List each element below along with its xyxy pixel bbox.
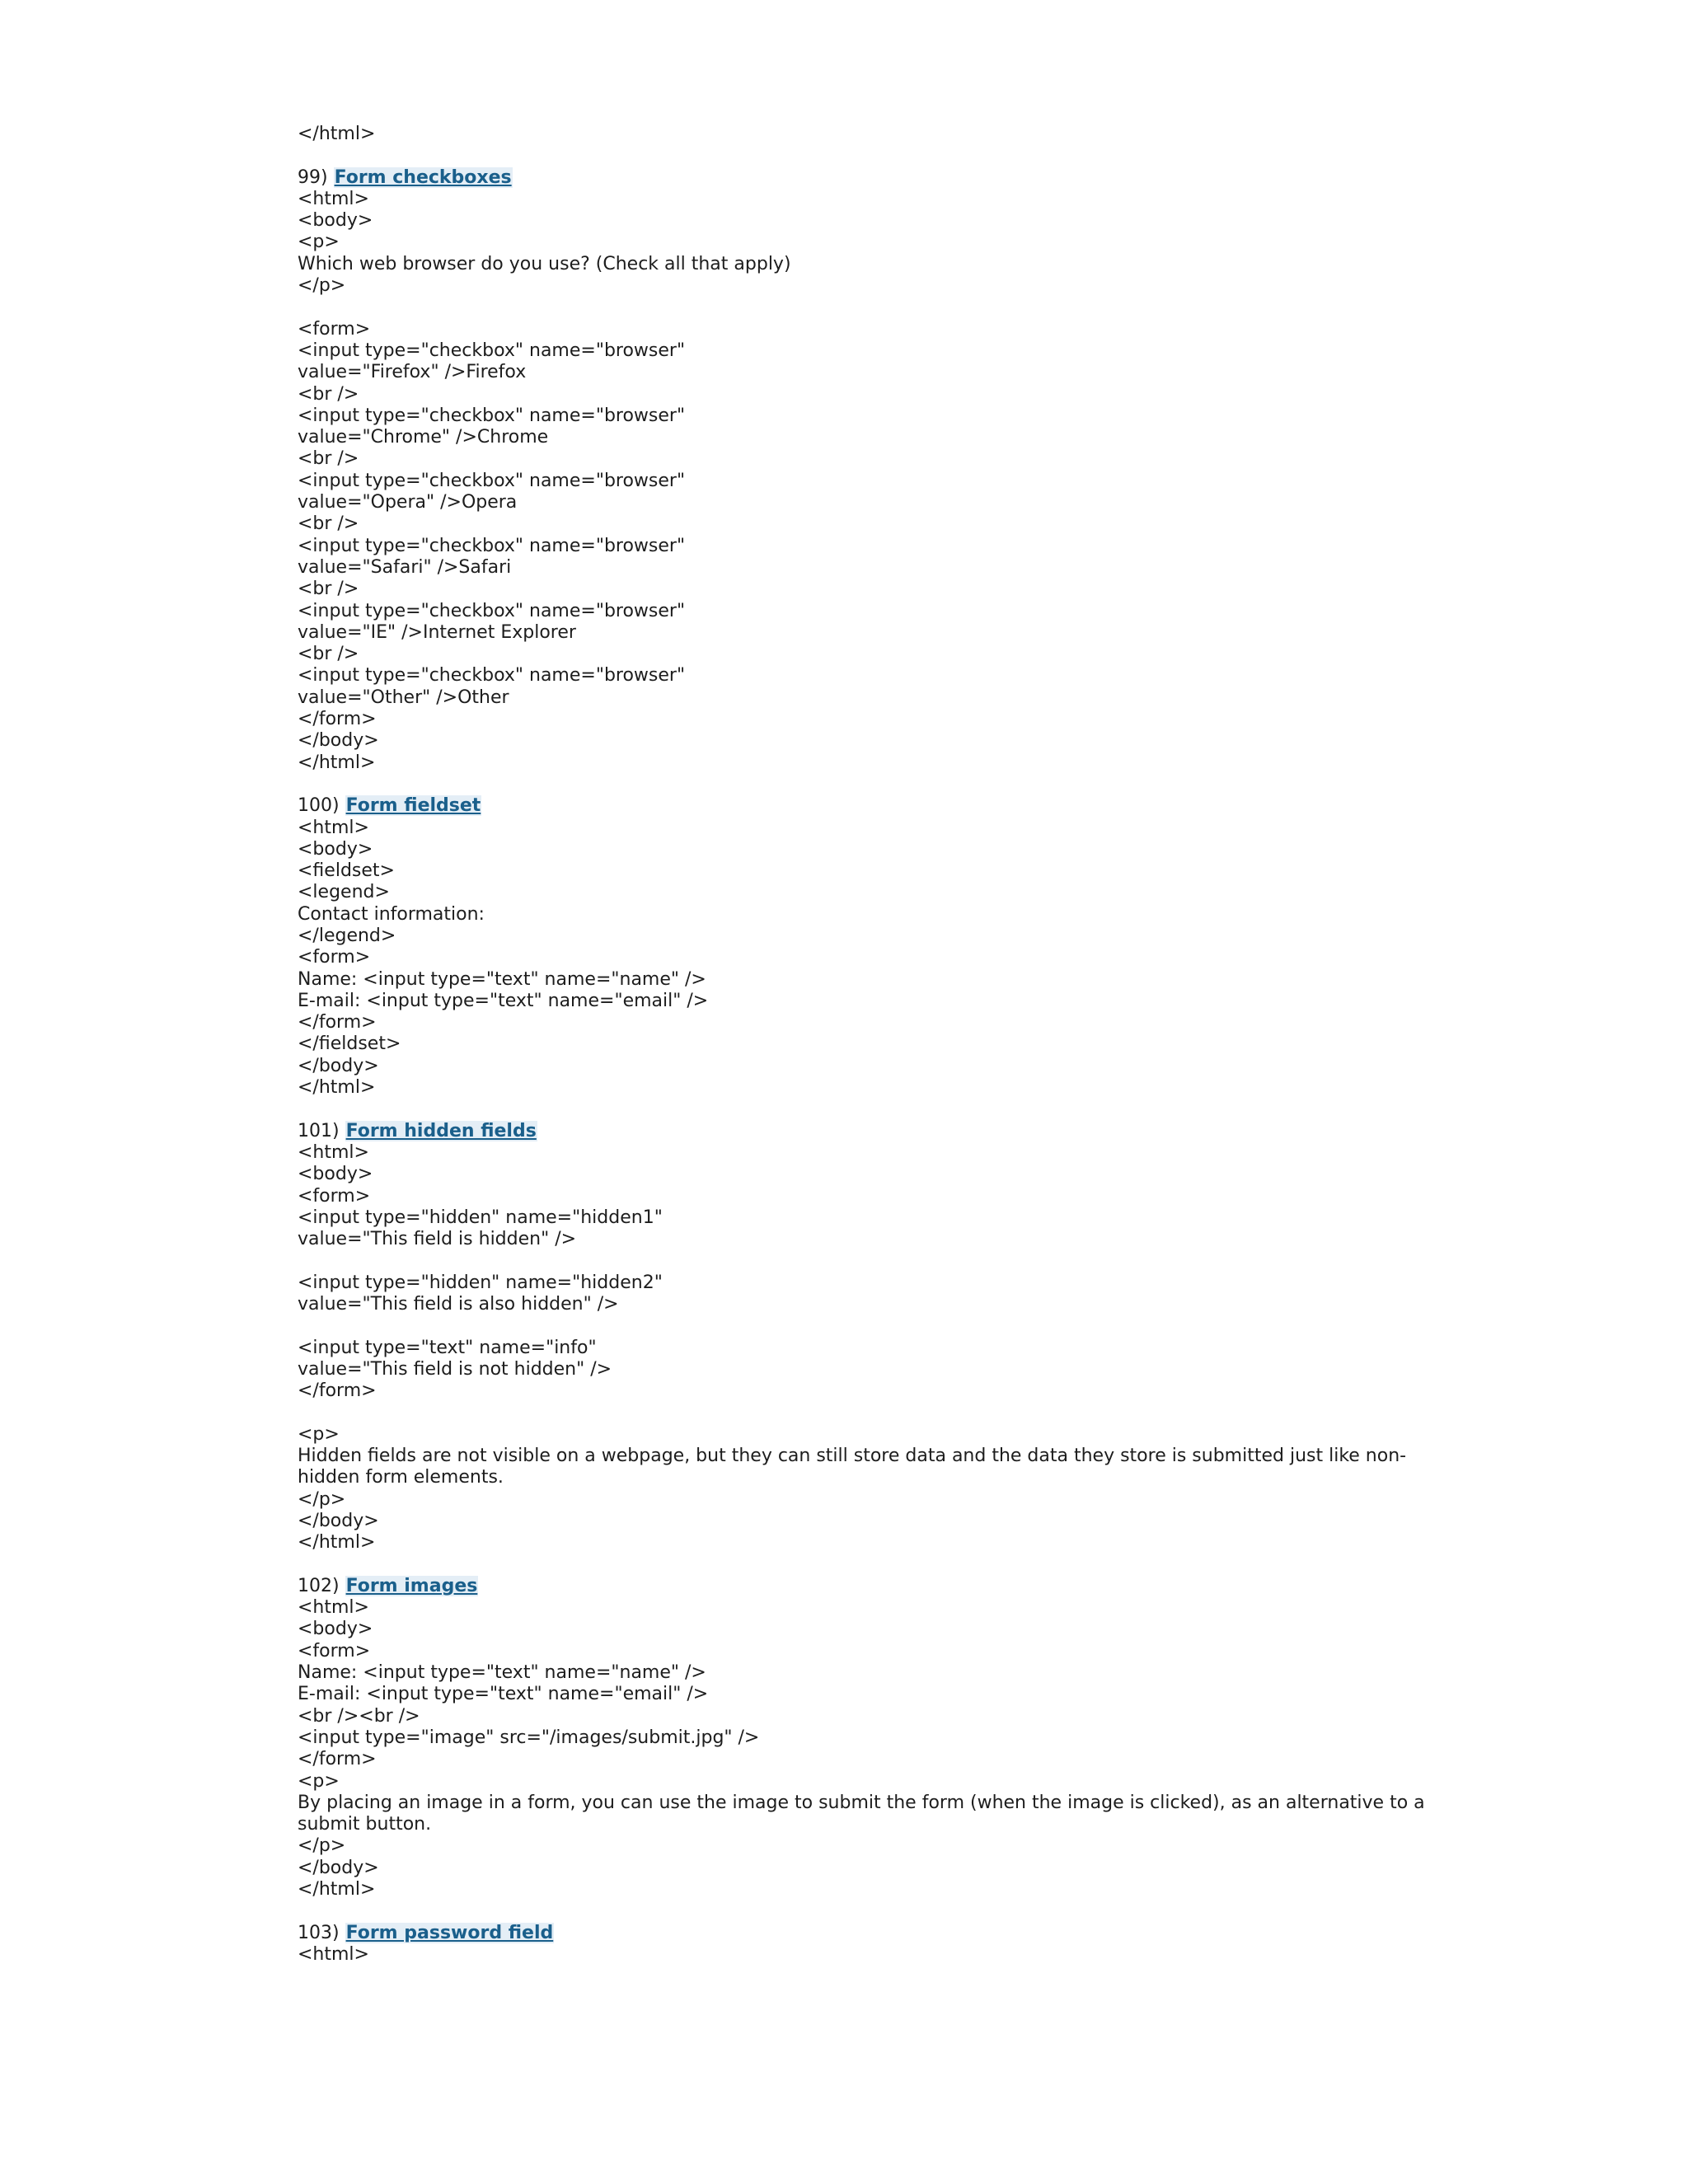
code-line: </form> [298, 1380, 377, 1402]
code-line: <input type="text" name="info" [298, 1337, 597, 1358]
document-body [298, 124, 1427, 1966]
section-number: 100) [298, 795, 340, 817]
code-line: </html> [298, 1879, 376, 1900]
code-line: <p> [298, 1770, 340, 1792]
code-line: <br /> [298, 579, 359, 600]
code-line: </html> [298, 1532, 376, 1554]
code-line: value="Safari" />Safari [298, 556, 512, 578]
code-line: <br /> [298, 513, 359, 535]
code-line [298, 1315, 1427, 1337]
example-section [298, 1121, 1427, 1554]
code-line: value="Opera" />Opera [298, 492, 518, 513]
section-heading [298, 795, 1427, 817]
code-line: <html> [298, 188, 369, 209]
code-line: <form> [298, 947, 371, 968]
example-section [298, 167, 1427, 774]
code-line: </legend> [298, 925, 396, 946]
code-line: <br /><br /> [298, 1705, 420, 1727]
code-line: <input type="image" src="/images/submit.jpg" /> [298, 1727, 760, 1748]
code-line: <html> [298, 1141, 369, 1163]
code-line: value="This field is hidden" /> [298, 1229, 577, 1250]
code-line: <input type="checkbox" name="browser" [298, 535, 686, 556]
code-line: <legend> [298, 882, 390, 903]
code-line: <form> [298, 1640, 371, 1661]
example-section [298, 1576, 1427, 1900]
code-line: </html> [298, 124, 376, 144]
section-heading [298, 1576, 1427, 1597]
code-line: <br /> [298, 448, 359, 470]
description-paragraph: Hidden fields are not visible on a webpage, but they can still store data and the data they store is submitted just like non-hidden form elements. [298, 1446, 1407, 1488]
section-number: 102) [298, 1575, 340, 1596]
code-line: value="Chrome" />Chrome [298, 427, 549, 448]
code-line: <body> [298, 210, 373, 232]
code-line: <input type="hidden" name="hidden1" [298, 1207, 663, 1228]
code-line: </body> [298, 1511, 379, 1531]
code-line [298, 297, 1427, 318]
section-number: 103) [298, 1922, 340, 1943]
code-line: <html> [298, 817, 369, 838]
code-line: <form> [298, 1185, 371, 1207]
code-line: <input type="checkbox" name="browser" [298, 470, 686, 491]
code-line: <input type="checkbox" name="browser" [298, 405, 686, 426]
section-heading [298, 167, 1427, 189]
description-paragraph: By placing an image in a form, you can use the image to submit the form (when the image is clicked), as an alternative to a submit button. [298, 1792, 1425, 1835]
code-line: </body> [298, 1857, 379, 1878]
code-line: value="This field is not hidden" /> [298, 1358, 612, 1380]
code-line: <body> [298, 1164, 373, 1185]
section-heading [298, 1121, 1427, 1142]
code-line: <input type="checkbox" name="browser" [298, 340, 686, 361]
code-line: <body> [298, 838, 373, 860]
section-title-link[interactable]: Form password field [345, 1922, 554, 1943]
code-line: value="Other" />Other [298, 687, 509, 708]
code-line: <form> [298, 318, 371, 340]
code-line: value="IE" />Internet Explorer [298, 621, 576, 643]
code-line: Contact information: [298, 903, 485, 925]
code-line: <html> [298, 1597, 369, 1619]
sections-list [298, 167, 1427, 1966]
section-title-link[interactable]: Form checkboxes [334, 166, 512, 188]
code-line: value="Firefox" />Firefox [298, 362, 527, 383]
section-number: 99) [298, 166, 328, 188]
code-line [298, 1403, 1427, 1424]
section-title-link[interactable]: Form images [345, 1575, 478, 1596]
code-line: </html> [298, 752, 376, 773]
code-line: E-mail: <input type="text" name="email" /> [298, 1684, 709, 1705]
code-line: Name: <input type="text" name="name" /> [298, 1662, 706, 1684]
code-line: <html> [298, 1943, 369, 1965]
code-line: <br /> [298, 383, 359, 405]
code-line: </html> [298, 1077, 376, 1099]
code-line [298, 1250, 1427, 1272]
code-line: <body> [298, 1619, 373, 1640]
section-title-link[interactable]: Form hidden fields [345, 1120, 537, 1141]
code-line: </form> [298, 1749, 377, 1770]
example-section [298, 1923, 1427, 1966]
code-line: </form> [298, 1012, 377, 1033]
example-section [298, 795, 1427, 1099]
code-line: Which web browser do you use? (Check all that apply) [298, 253, 791, 274]
section-heading [298, 1923, 1427, 1944]
code-line: </p> [298, 275, 346, 297]
code-line: </body> [298, 730, 379, 752]
code-line: <input type="checkbox" name="browser" [298, 665, 686, 687]
section-title-link[interactable]: Form fieldset [345, 795, 481, 817]
code-line: <fieldset> [298, 860, 395, 882]
code-line: <p> [298, 232, 340, 253]
code-line: E-mail: <input type="text" name="email" /> [298, 990, 709, 1011]
code-line: <input type="checkbox" name="browser" [298, 600, 686, 621]
code-line: <input type="hidden" name="hidden2" [298, 1272, 663, 1293]
intro-block [298, 124, 1427, 145]
code-line: <br /> [298, 644, 359, 665]
code-line: Name: <input type="text" name="name" /> [298, 968, 706, 990]
code-line: </form> [298, 709, 377, 730]
code-line: </body> [298, 1055, 379, 1076]
code-line: </fieldset> [298, 1033, 401, 1055]
code-line: </p> [298, 1835, 346, 1857]
code-line: <p> [298, 1423, 340, 1445]
code-line: </p> [298, 1488, 346, 1510]
code-line: value="This field is also hidden" /> [298, 1294, 619, 1315]
section-number: 101) [298, 1120, 340, 1141]
